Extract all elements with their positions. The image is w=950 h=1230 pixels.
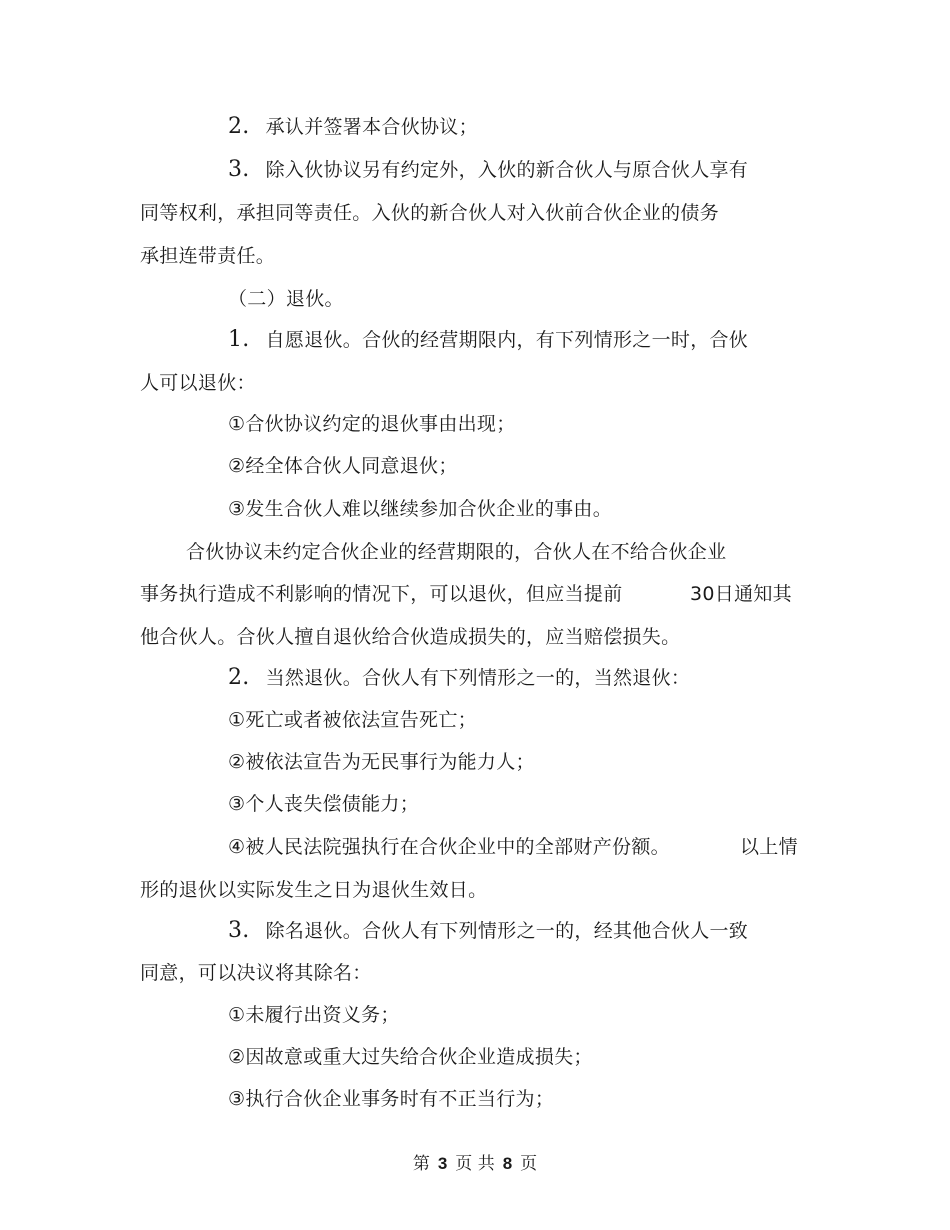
- item-number: 2.: [228, 665, 250, 690]
- item-text: 除入伙协议另有约定外，入伙的新合伙人与原合伙人享有: [265, 159, 749, 181]
- paragraph-line: 同等权利，承担同等责任。入伙的新合伙人对入伙前合伙企业的债务: [140, 202, 720, 224]
- item-text: 当然退伙。合伙人有下列情形之一的，当然退伙：: [265, 667, 691, 689]
- footer-prefix: 第: [412, 1154, 430, 1174]
- sub-item: ③执行合伙企业事务时有不正当行为；: [228, 1088, 555, 1110]
- sub-item: ①未履行出资义务；: [228, 1004, 400, 1026]
- item-text: 除名退伙。合伙人有下列情形之一的，经其他合伙人一致: [265, 920, 749, 942]
- paragraph-line-tail: 30日通知其: [690, 583, 792, 605]
- paragraph-line: 事务执行造成不利影响的情况下，可以退伙，但应当提前: [140, 583, 623, 605]
- list-item: [228, 157, 748, 183]
- item-number: 3.: [228, 157, 250, 182]
- item-text: 承认并签署本合伙协议；: [265, 116, 478, 138]
- item-number: 1.: [228, 327, 250, 352]
- page-footer: [0, 1152, 950, 1176]
- section-heading: （二）退伙。: [228, 288, 344, 310]
- total-pages-number: 8: [502, 1154, 513, 1173]
- sub-item: ②经全体合伙人同意退伙；: [228, 455, 458, 477]
- item-text: 自愿退伙。合伙的经营期限内，有下列情形之一时，合伙: [265, 329, 749, 351]
- paragraph-line: 承担连带责任。: [140, 245, 276, 267]
- paragraph-line: 人可以退伙：: [140, 372, 256, 394]
- list-item: [228, 114, 478, 140]
- paragraph-line: 他合伙人。合伙人擅自退伙给合伙造成损失的，应当赔偿损失。: [140, 626, 681, 648]
- list-item: [228, 327, 748, 353]
- sub-item: ②被依法宣告为无民事行为能力人；: [228, 751, 535, 773]
- current-page-number: 3: [437, 1154, 448, 1173]
- paragraph-line: 同意，可以决议将其除名：: [140, 962, 372, 984]
- sub-item: ③个人丧失偿债能力；: [228, 793, 420, 815]
- footer-suffix: 页: [520, 1154, 538, 1174]
- item-number: 2.: [228, 114, 250, 139]
- paragraph-line: 形的退伙以实际发生之日为退伙生效日。: [140, 879, 488, 901]
- paragraph-line-tail: 以上情: [740, 836, 798, 858]
- list-item: [228, 665, 690, 691]
- footer-mid: 页 共: [455, 1154, 495, 1174]
- sub-item: ③发生合伙人难以继续参加合伙企业的事由。: [228, 498, 613, 520]
- sub-item: ①合伙协议约定的退伙事由出现；: [228, 413, 516, 435]
- sub-item: ④被人民法院强执行在合伙企业中的全部财产份额。: [228, 836, 670, 858]
- sub-item: ①死亡或者被依法宣告死亡；: [228, 709, 477, 731]
- item-number: 3.: [228, 918, 250, 943]
- list-item: [228, 918, 748, 944]
- paragraph-line: 合伙协议未约定合伙企业的经营期限的，合伙人在不给合伙企业: [186, 541, 727, 563]
- sub-item: ②因故意或重大过失给合伙企业造成损失；: [228, 1046, 593, 1068]
